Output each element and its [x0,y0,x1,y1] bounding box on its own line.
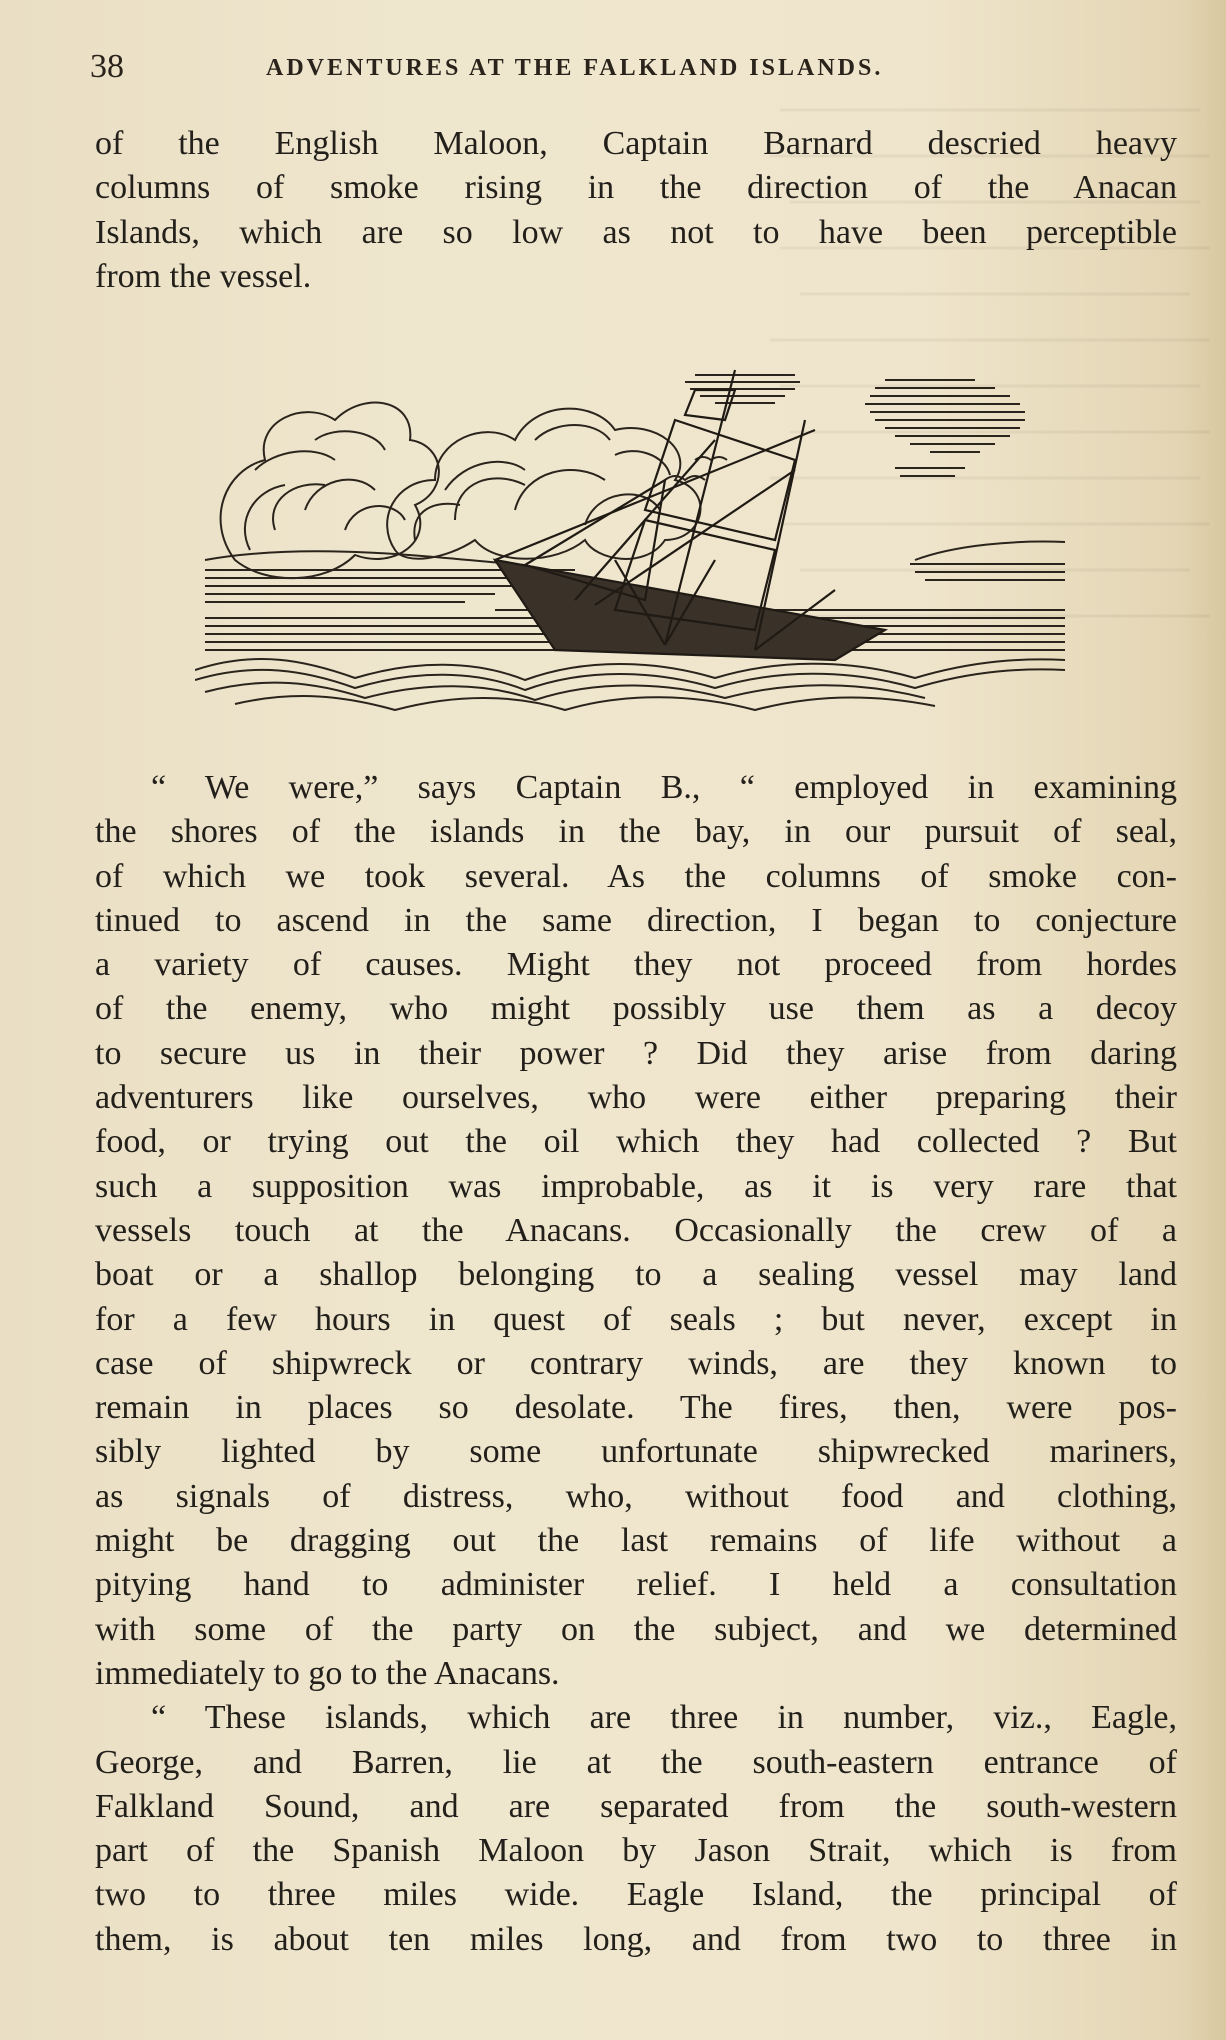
text-line: George, and Barren, lie at the south-eastern entrance of [95,1743,1177,1781]
ship-woodcut-illustration [195,360,1075,720]
text-line: to secure us in their power ? Did they arise from daring [95,1034,1177,1072]
text-line: of the enemy, who might possibly use them as a decoy [95,990,1177,1028]
text-line: of which we took several. As the columns of smoke con- [95,857,1177,895]
opening-paragraph [95,122,1177,299]
text-line: them, is about ten miles long, and from two to three in [95,1920,1177,1958]
text-line: vessels touch at the Anacans. Occasionally the crew of a [95,1211,1177,1249]
text-line: Falkland Sound, and are separated from the south-western [95,1787,1177,1825]
text-line: the shores of the islands in the bay, in our pursuit of seal, [95,813,1177,851]
text-line: Islands, which are so low as not to have been perceptible [95,213,1177,251]
page-header [90,48,1180,88]
text-line: from the vessel. [95,257,312,295]
text-line: part of the Spanish Maloon by Jason Strait, which is from [95,1832,1177,1870]
text-line: boat or a shallop belonging to a sealing vessel may land [95,1256,1177,1294]
text-line: for a few hours in quest of seals ; but never, except in [95,1300,1177,1338]
text-line: immediately to go to the Anacans. [95,1654,560,1692]
waves [195,659,1065,710]
text-line: two to three miles wide. Eagle Island, the principal of [95,1876,1177,1914]
text-line: “ These islands, which are three in number, viz., Eagle, [151,1699,1177,1737]
text-line: columns of smoke rising in the direction of the Anacan [95,169,1177,207]
text-line: such a supposition was improbable, as it is very rare that [95,1167,1177,1205]
text-line: remain in places so desolate. The fires, then, were pos- [95,1389,1177,1427]
text-line: pitying hand to administer relief. I held a consultation [95,1566,1177,1604]
page-number: 38 [90,48,124,85]
text-line: adventurers like ourselves, who were either preparing their [95,1079,1177,1117]
text-line: tinued to ascend in the same direction, I began to conjecture [95,901,1177,939]
text-line: sibly lighted by some unfortunate shipwrecked mariners, [95,1433,1177,1471]
text-line: case of shipwreck or contrary winds, are they known to [95,1344,1177,1382]
quote-paragraphs [95,766,1177,1962]
text-line: with some of the party on the subject, and we determined [95,1610,1177,1648]
text-line: “ We were,” says Captain B., “ employed in examining [151,769,1177,806]
text-line: as signals of distress, who, without food and clothing, [95,1477,1177,1515]
sailing-ship [495,370,885,660]
text-line: a variety of causes. Might they not proceed from hordes [95,946,1177,984]
text-line: food, or trying out the oil which they had collected ? But [95,1123,1177,1161]
text-line: of the English Maloon, Captain Barnard descried heavy [95,125,1177,162]
text-line: might be dragging out the last remains of life without a [95,1522,1177,1560]
running-head: ADVENTURES AT THE FALKLAND ISLANDS. [266,55,884,81]
